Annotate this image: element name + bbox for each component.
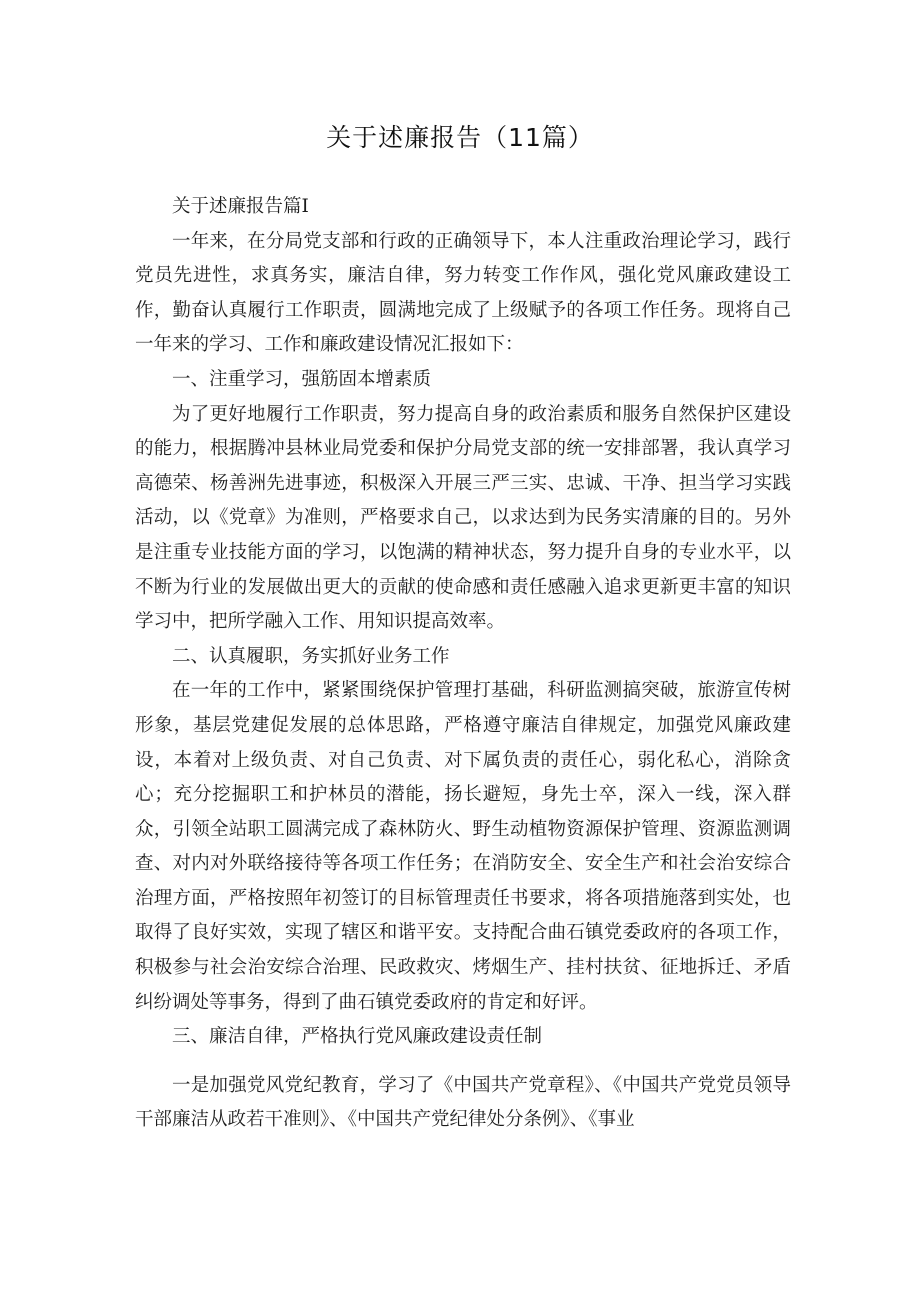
- document-body: [135, 190, 791, 1138]
- section-heading: 二、认真履职，务实抓好业务工作: [172, 645, 450, 667]
- document-title: 关于述廉报告（11篇）: [326, 123, 594, 152]
- section-heading: 关于述廉报告篇Ⅰ: [172, 196, 309, 217]
- body-paragraph: 在一年的工作中，紧紧围绕保护管理打基础，科研监测搞突破，旅游宣传树形象，基层党建促发展的总体思路，严格遵守廉洁自律规定，加强党风廉政建设，本着对上级负责、对自己负责、对下属负责的责任心，弱化私心，消除贪心；充分挖掘职工和护林员的潜能，扬长避短，身先士卒，深入一线，深入群众，引领全站职工圆满完成了森林防火、野生动植物资源保护管理、资源监测调查、对内对外联络接待等各项工作任务；在消防安全、安全生产和社会治安综合治理方面，严格按照年初签订的目标管理责任书要求，将各项措施落到实处，也取得了良好实效，实现了辖区和谐平安。支持配合曲石镇党委政府的各项工作，积极参与社会治安综合治理、民政救灾、烤烟生产、挂村扶贫、征地拆迁、矛盾纠纷调处等事务，得到了曲石镇党委政府的肯定和好评。: [135, 680, 791, 1013]
- section-heading: 三、廉洁自律，严格执行党风廉政建设责任制: [172, 1026, 543, 1048]
- body-paragraph: 一是加强党风党纪教育，学习了《中国共产党章程》、《中国共产党党员领导干部廉洁从政若干准则》、《中国共产党纪律处分条例》、《事业: [135, 1074, 791, 1131]
- body-paragraph: 一年来，在分局党支部和行政的正确领导下，本人注重政治理论学习，践行党员先进性，求真务实，廉洁自律，努力转变工作作风，强化党风廉政建设工作，勤奋认真履行工作职责，圆满地完成了上级赋予的各项工作任务。现将自己一年来的学习、工作和廉政建设情况汇报如下：: [135, 230, 791, 356]
- section-heading: 一、注重学习，强筋固本增素质: [172, 368, 432, 390]
- body-paragraph: 为了更好地履行工作职责，努力提高自身的政治素质和服务自然保护区建设的能力，根据腾冲县林业局党委和保护分局党支部的统一安排部署，我认真学习高德荣、杨善洲先进事迹，积极深入开展三严三实、忠诚、干净、担当学习实践活动，以《党章》为准则，严格要求自己，以求达到为民务实清廉的目的。另外是注重专业技能方面的学习，以饱满的精神状态，努力提升自身的专业水平，以不断为行业的发展做出更大的贡献的使命感和责任感融入追求更新更丰富的知识学习中，把所学融入工作、用知识提高效率。: [135, 403, 791, 633]
